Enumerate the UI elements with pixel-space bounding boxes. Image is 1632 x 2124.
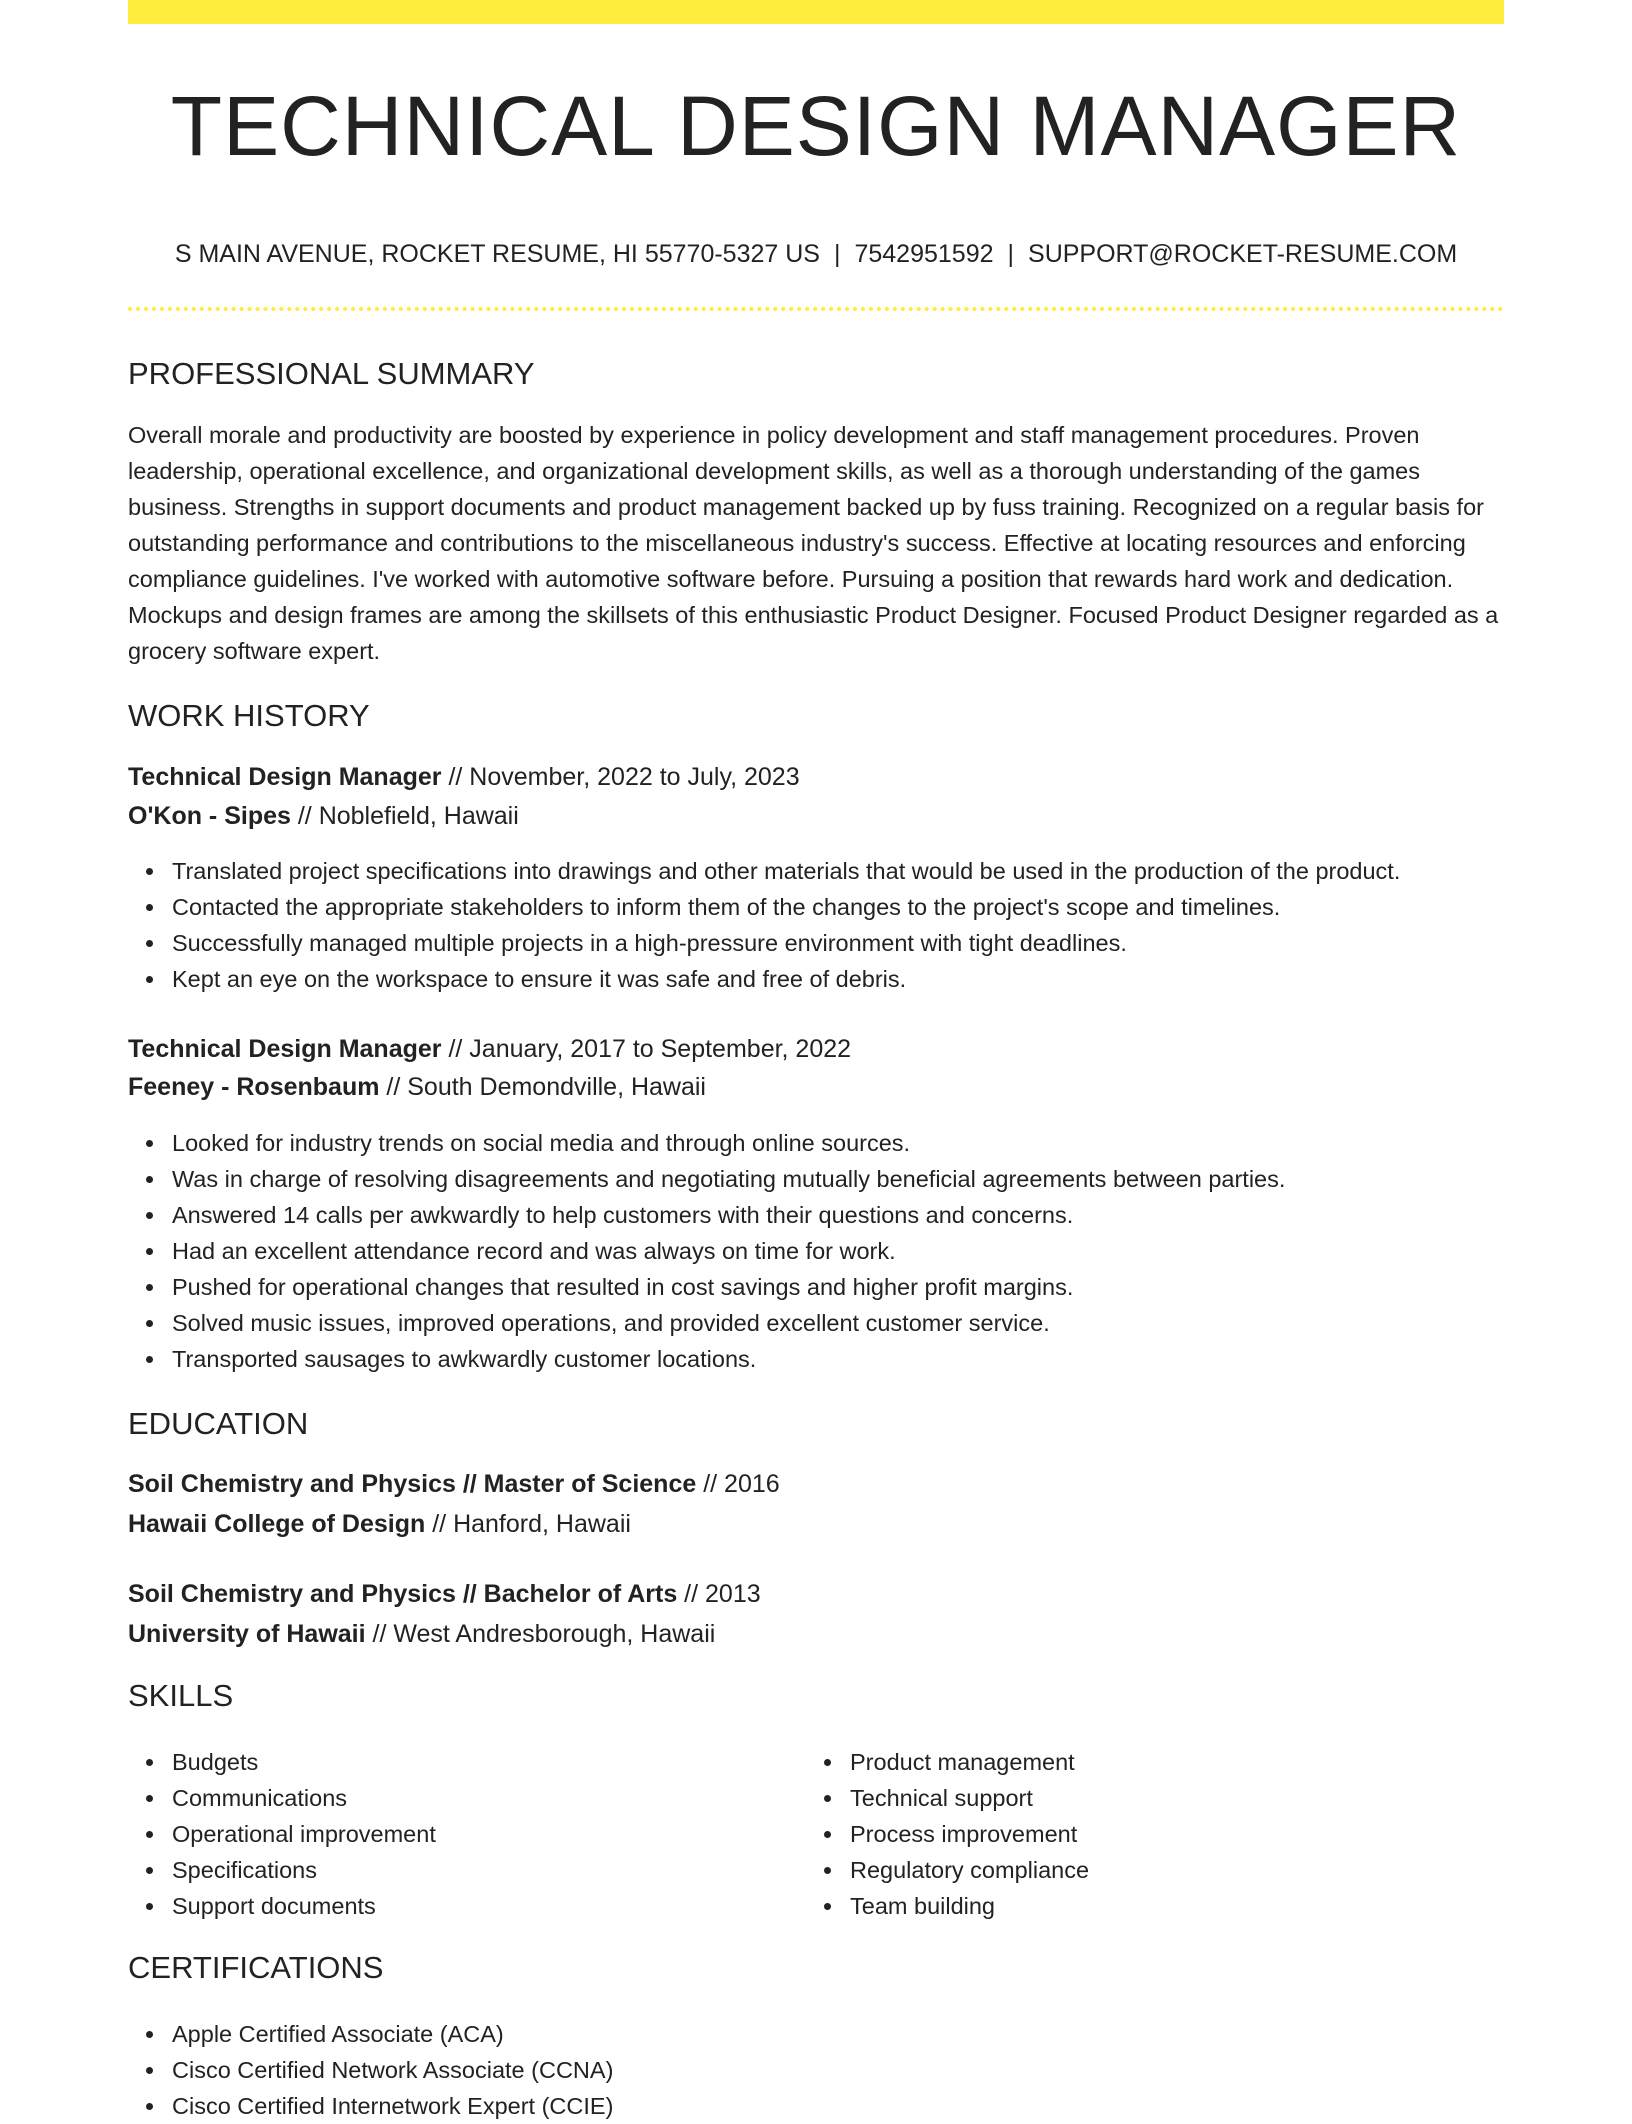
contact-separator: | <box>1007 240 1015 268</box>
education-school-line <box>128 1620 715 1649</box>
contact-phone: 7542951592 <box>854 240 994 268</box>
job-title: Technical Design Manager <box>128 763 442 791</box>
job-company: O'Kon - Sipes <box>128 802 291 830</box>
job-duties-list <box>128 853 1400 997</box>
list-item: Translated project specifications into drawings and other materials that would be used in the production of the product. <box>172 853 1400 889</box>
summary-text: Overall morale and productivity are boosted by experience in policy development and staff management procedures. Proven leadership, operational excellence, and organizational development skills, as well as a thorough understanding of the games business. Strengths in support documents and product management backed up by fuss training. Recognized on a regular basis for outstanding performance and contributions to the miscellaneous industry's success. Effective at locating resources and enforcing compliance guidelines. I've worked with automotive software before. Pursuing a position that rewards hard work and dedication. Mockups and design frames are among the skillsets of this enthusiastic Product Designer. Focused Product Designer regarded as a grocery software expert. <box>128 422 1499 664</box>
job-location: // Noblefield, Hawaii <box>290 802 519 830</box>
skills-heading: SKILLS <box>128 1678 234 1713</box>
list-item: Transported sausages to awkwardly customer locations. <box>172 1341 1285 1377</box>
certification-item: Apple Certified Associate (ACA) <box>172 2016 613 2052</box>
education-degree-line <box>128 1580 761 1609</box>
education-year: // 2016 <box>696 1470 780 1498</box>
job-dates: // November, 2022 to July, 2023 <box>441 763 800 791</box>
page-title: TECHNICAL DESIGN MANAGER <box>170 79 1462 173</box>
job-company-line <box>128 802 519 831</box>
education-location: // Hanford, Hawaii <box>425 1510 631 1538</box>
education-school: University of Hawaii <box>128 1620 366 1648</box>
certification-item: Cisco Certified Network Associate (CCNA) <box>172 2052 613 2088</box>
education-degree-line <box>128 1470 780 1499</box>
list-item: Was in charge of resolving disagreements and negotiating mutually beneficial agreements between parties. <box>172 1161 1285 1197</box>
contact-address: S MAIN AVENUE, ROCKET RESUME, HI 55770-5327 US <box>174 240 820 268</box>
skills-list-right <box>806 1744 1089 1924</box>
work-history-heading: WORK HISTORY <box>128 698 370 733</box>
contact-line <box>128 240 1504 269</box>
job-company: Feeney - Rosenbaum <box>128 1073 380 1101</box>
job-company-line <box>128 1073 706 1102</box>
skill-item: Regulatory compliance <box>850 1852 1089 1888</box>
accent-bar <box>128 0 1504 24</box>
job-duties-list <box>128 1125 1285 1377</box>
list-item: Looked for industry trends on social media and through online sources. <box>172 1125 1285 1161</box>
education-school-line <box>128 1510 631 1539</box>
list-item: Solved music issues, improved operations, and provided excellent customer service. <box>172 1305 1285 1341</box>
education-year: // 2013 <box>677 1580 761 1608</box>
summary-heading: PROFESSIONAL SUMMARY <box>128 356 535 391</box>
skill-item: Communications <box>172 1780 436 1816</box>
skill-item: Budgets <box>172 1744 436 1780</box>
contact-separator: | <box>833 240 841 268</box>
certifications-heading: CERTIFICATIONS <box>128 1950 384 1985</box>
job-title-line <box>128 763 800 792</box>
list-item: Had an excellent attendance record and was always on time for work. <box>172 1233 1285 1269</box>
skill-item: Product management <box>850 1744 1089 1780</box>
list-item: Successfully managed multiple projects in a high-pressure environment with tight deadlines. <box>172 925 1400 961</box>
list-item: Contacted the appropriate stakeholders to inform them of the changes to the project's scope and timelines. <box>172 889 1400 925</box>
job-title: Technical Design Manager <box>128 1035 442 1063</box>
education-degree: Soil Chemistry and Physics // Master of Science <box>128 1470 697 1498</box>
certifications-list <box>128 2016 613 2124</box>
education-location: // West Andresborough, Hawaii <box>365 1620 716 1648</box>
skill-item: Team building <box>850 1888 1089 1924</box>
skill-item: Process improvement <box>850 1816 1089 1852</box>
skill-item: Support documents <box>172 1888 436 1924</box>
education-school: Hawaii College of Design <box>128 1510 426 1538</box>
certification-item: Cisco Certified Internetwork Expert (CCIE) <box>172 2088 613 2124</box>
skill-item: Technical support <box>850 1780 1089 1816</box>
job-title-line <box>128 1035 851 1064</box>
contact-email: SUPPORT@ROCKET-RESUME.COM <box>1028 240 1458 268</box>
job-location: // South Demondville, Hawaii <box>379 1073 706 1101</box>
skill-item: Operational improvement <box>172 1816 436 1852</box>
skill-item: Specifications <box>172 1852 436 1888</box>
header-divider <box>128 307 1504 311</box>
education-degree: Soil Chemistry and Physics // Bachelor of Arts <box>128 1580 678 1608</box>
list-item: Answered 14 calls per awkwardly to help customers with their questions and concerns. <box>172 1197 1285 1233</box>
list-item: Kept an eye on the workspace to ensure it was safe and free of debris. <box>172 961 1400 997</box>
list-item: Pushed for operational changes that resulted in cost savings and higher profit margins. <box>172 1269 1285 1305</box>
education-heading: EDUCATION <box>128 1406 309 1441</box>
job-dates: // January, 2017 to September, 2022 <box>441 1035 852 1063</box>
skills-list-left <box>128 1744 436 1924</box>
